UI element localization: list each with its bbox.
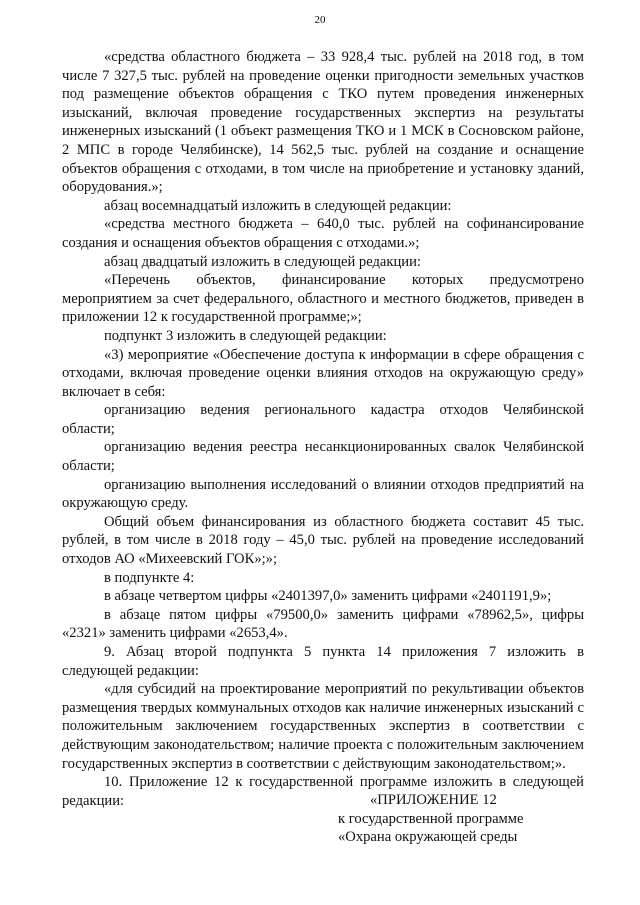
paragraph: абзац восемнадцатый изложить в следующей редакции:: [104, 197, 452, 214]
paragraph: Общий объем финансирования из областного бюджета составит 45 тыс. рублей, в том числе в 2018 году – 45,0 тыс. рублей на проведение исследований отходов АО «Михеевский ГОК»;»;: [62, 513, 584, 568]
paragraph: «средства местного бюджета – 640,0 тыс. рублей на софинансирование создания и оснащения объектов обращения с отходами.»;: [62, 216, 584, 251]
paragraph: «3) мероприятие «Обеспечение доступа к информации в сфере обращения с отходами, включая проведение оценки влияния отходов на окружающую среду» включает в себя:: [62, 346, 584, 400]
paragraph: организацию ведения регионального кадастра отходов Челябинской области;: [62, 402, 584, 437]
appendix-title: «ПРИЛОЖЕНИЕ 12: [370, 792, 497, 808]
paragraph: «для субсидий на проектирование мероприятий по рекультивации объектов размещения твердых коммунальных отходов как наличие инженерных изысканий с положительным заключением государственных экспертиз в соответствии с действующим законодательством; наличие проекта с положительным заключением государственных экспертиз в соответствии с действующим законодательством;».: [62, 681, 584, 772]
paragraph: абзац двадцатый изложить в следующей редакции:: [104, 253, 421, 270]
paragraph: организацию ведения реестра несанкционированных свалок Челябинской области;: [62, 439, 584, 475]
paragraph: в подпункте 4:: [104, 569, 195, 586]
paragraph: «средства областного бюджета – 33 928,4 тыс. рублей на 2018 год, в том числе 7 327,5 тыс. рублей на проведение оценки пригодности земельных участков под размещение объектов обращения с ТКО путем проведения инженерных изысканий, включая проведение государственных экспертиз на результаты инженерных изысканий (1 объект размещения ТКО и 1 МСК в Сосновском районе, 2 МПС в городе Челябинске), 14 562,5 тыс. рублей на создание и оснащение объектов обращения с отходами, в том числе на приобретение и установку зданий, оборудования.»;: [62, 49, 584, 196]
appendix-heading: [338, 791, 578, 847]
paragraph: в абзаце пятом цифры «79500,0» заменить цифрами «78962,5», цифры «2321» заменить цифрами «2653,4».: [62, 606, 584, 642]
document-body: [62, 48, 584, 810]
paragraph: подпункт 3 изложить в следующей редакции:: [104, 327, 387, 344]
paragraph: организацию выполнения исследований о влиянии отходов предприятий на окружающую среду.: [62, 476, 584, 512]
paragraph: в абзаце четвертом цифры «2401397,0» заменить цифрами «2401191,9»;: [104, 588, 552, 605]
paragraph: «Перечень объектов, финансирование которых предусмотрено мероприятием за счет федерального, областного и местного бюджетов, приведен в приложении 12 к государственной программе;»;: [62, 272, 584, 326]
paragraph: 9. Абзац второй подпункта 5 пункта 14 приложения 7 изложить в следующей редакции:: [62, 644, 584, 679]
appendix-line: «Охрана окружающей среды: [338, 829, 518, 846]
page-number: 20: [314, 14, 326, 26]
appendix-line: к государственной программе: [338, 810, 524, 827]
paragraph: 10. Приложение 12 к государственной программе изложить в следующей редакции:: [62, 774, 584, 809]
